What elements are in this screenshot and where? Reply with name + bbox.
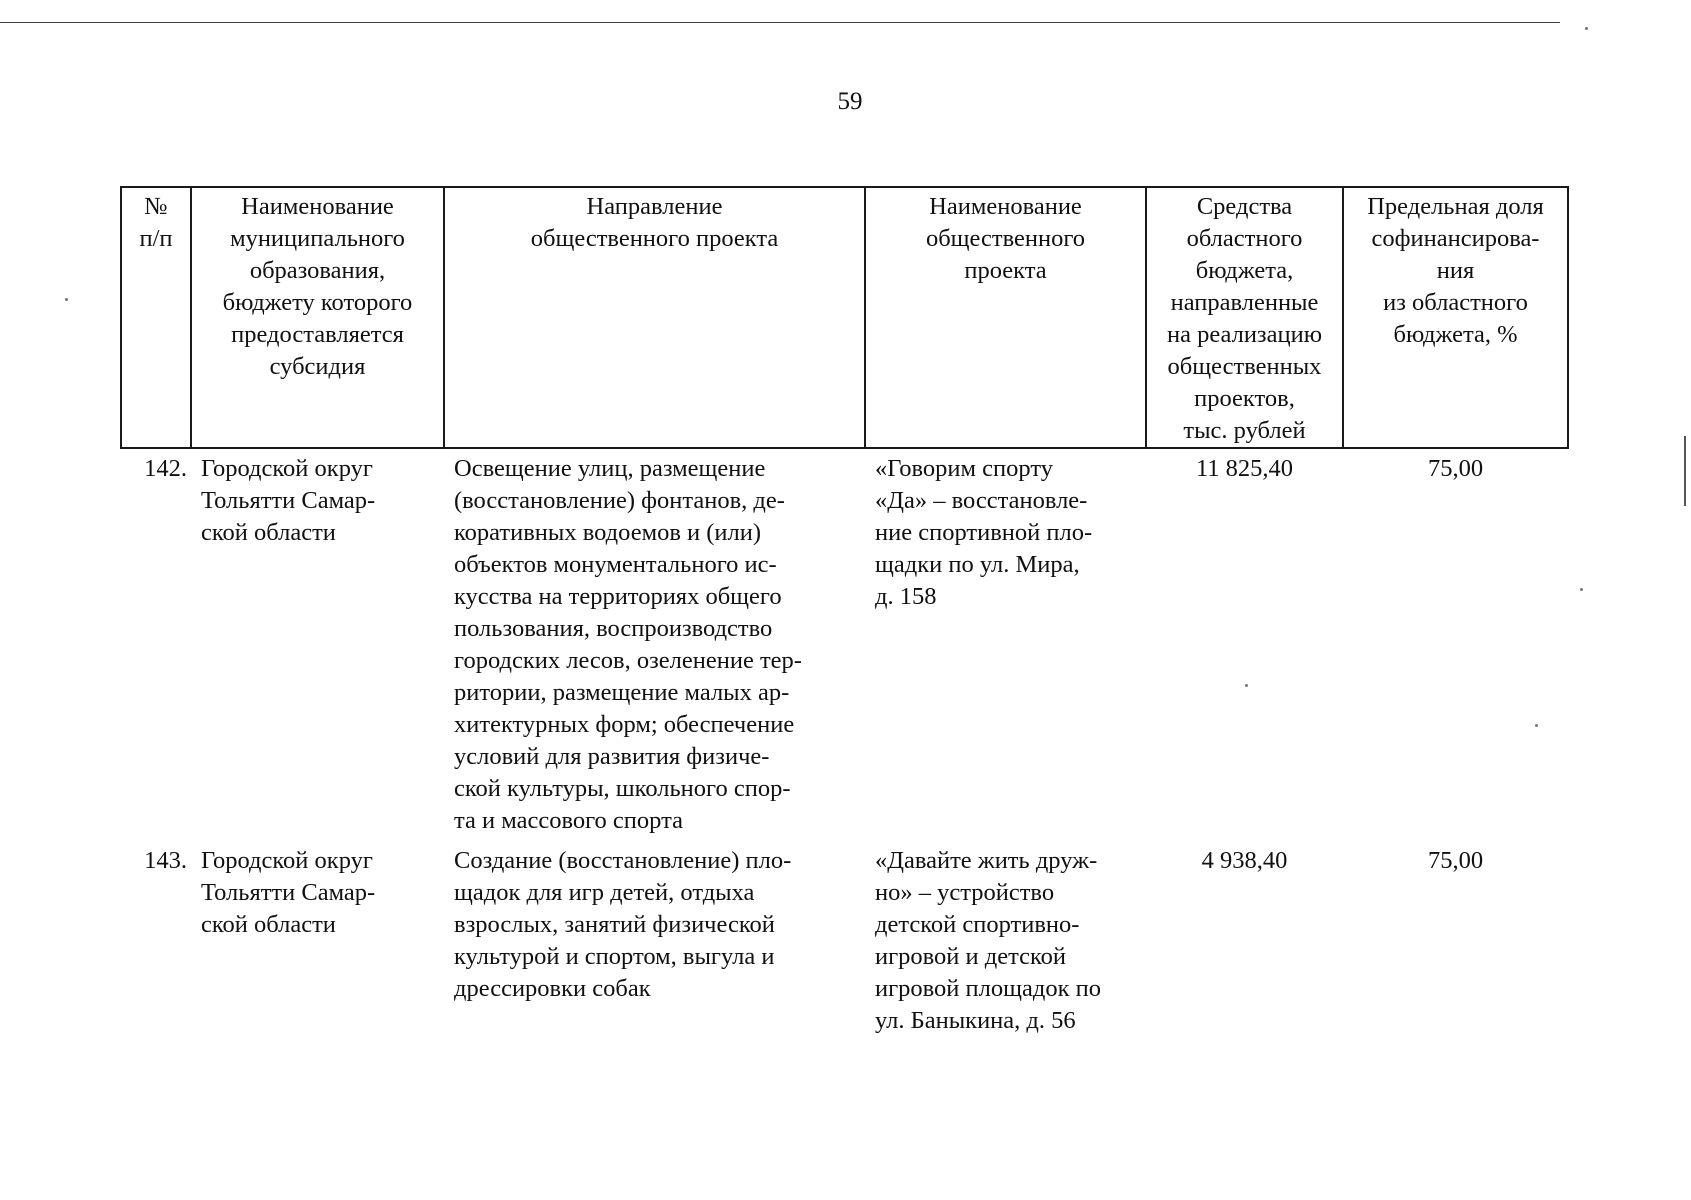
row-project: «Говорим спорту «Да» – восстановле- ние спортивной пло- щадки по ул. Мира, д. 158 [875, 455, 1093, 610]
scan-speck [65, 298, 68, 301]
row-share: 75,00 [1427, 455, 1484, 482]
header-municipality: Наименование муниципального образования, бюджету которого предоставляется субсидия [191, 187, 444, 448]
scan-speck [1245, 684, 1248, 687]
scan-edge-mark [1684, 436, 1686, 506]
header-direction: Направление общественного проекта [444, 187, 865, 448]
row-share: 75,00 [1427, 847, 1484, 874]
table-row [121, 845, 1568, 1037]
table-row [121, 448, 1568, 845]
header-share: Предельная доля софинансирова- ния из областного бюджета, % [1343, 187, 1568, 448]
page-number: 59 [837, 88, 863, 115]
header-project: Наименование общественного проекта [865, 187, 1146, 448]
header-num: № п/п [121, 187, 191, 448]
row-funds: 11 825,40 [1195, 455, 1294, 482]
subsidy-table [120, 186, 1569, 1037]
row-num: 143. [144, 847, 187, 874]
scan-speck [1580, 588, 1583, 591]
row-num: 142. [144, 455, 187, 482]
row-project: «Давайте жить друж- но» – устройство детской спортивно- игровой и детской игровой площадок по ул. Баныкина, д. 56 [875, 847, 1101, 1034]
row-funds: 4 938,40 [1201, 847, 1288, 874]
top-rule [0, 22, 1560, 23]
row-municipality: Городской округ Тольятти Самар- ской области [201, 455, 376, 546]
header-funds: Средства областного бюджета, направленные на реализацию общественных проектов, тыс. рублей [1146, 187, 1343, 448]
scan-speck [1585, 27, 1588, 30]
table-header-row [121, 187, 1568, 448]
scan-speck [1535, 724, 1538, 727]
row-direction: Освещение улиц, размещение (восстановление) фонтанов, де- коративных водоемов и (или) объектов монументального ис- кусства на территориях общего пользования, воспроизводство городских лесов, озеленение тер- ритории, размещение малых ар- хитектурных форм; обеспечение условий для развития физиче- ской культуры, школьного спор- та и массового спорта [454, 455, 802, 834]
row-municipality: Городской округ Тольятти Самар- ской области [201, 847, 376, 938]
row-direction: Создание (восстановление) пло- щадок для игр детей, отдыха взрослых, занятий физической культурой и спортом, выгула и дрессировки собак [454, 847, 792, 1002]
